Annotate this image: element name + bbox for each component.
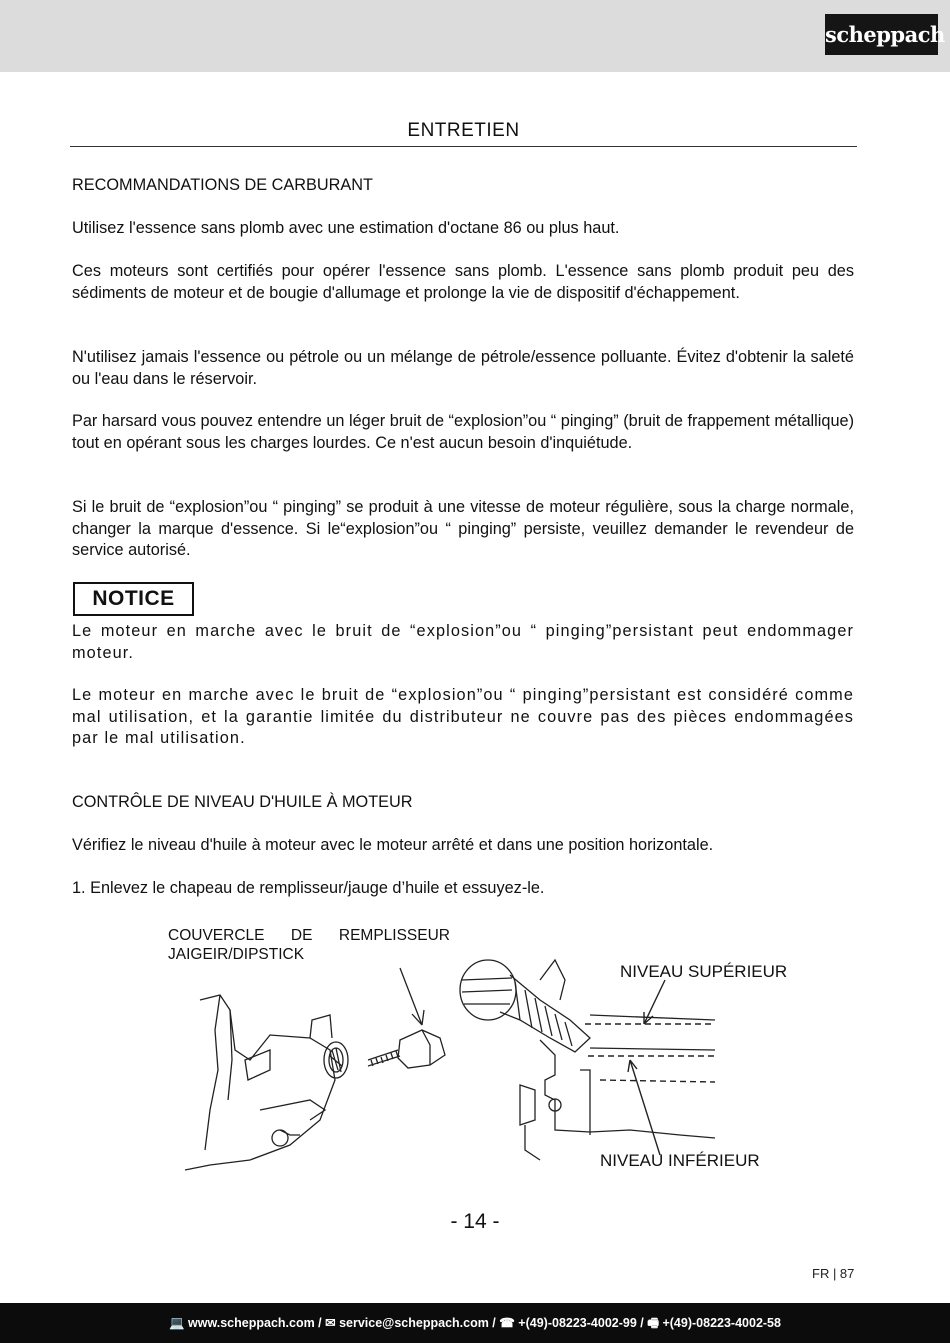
paragraph: Si le bruit de “explosion”ou “ pinging” se produit à une vitesse de moteur régulière, sous la charge normale, changer la marque d'essence. Si le“explosion”ou “ pinging” persiste, veuillez demander le revendeur de service autorisé.	[72, 498, 854, 559]
paragraph: N'utilisez jamais l'essence ou pétrole ou un mélange de pétrole/essence polluante. Évitez d'obtenir la saleté ou l'eau dans le réservoir.	[72, 348, 854, 388]
notice-paragraph: Le moteur en marche avec le bruit de “explosion”ou “ pinging”persistant est considéré comme mal utilisation, et la garantie limitée du distributeur ne couvre pas des pièces endommagées par le mal utilisation.	[72, 686, 854, 747]
engine-drawing	[160, 920, 800, 1185]
notice-paragraph: Le moteur en marche avec le bruit de “explosion”ou “ pinging”persistant peut endommager moteur.	[72, 622, 854, 662]
notice-label: NOTICE	[73, 582, 194, 616]
step-1: 1. Enlevez le chapeau de remplisseur/jauge d’huile et essuyez-le.	[72, 879, 545, 897]
paragraph: Par harsard vous pouvez entendre un léger bruit de “explosion”ou “ pinging” (bruit de frappement métallique) tout en opérant sous les charges lourdes. Ce n'est aucun besoin d'inquiétude.	[72, 412, 854, 452]
oil-dipstick-illustration	[160, 920, 800, 1185]
lower-level-label: NIVEAU INFÉRIEUR	[600, 1151, 760, 1170]
language-page-indicator: FR | 87	[812, 1266, 855, 1281]
scheppach-logo: scheppach	[825, 14, 938, 55]
header-bar	[0, 0, 950, 72]
paragraph: Utilisez l'essence sans plomb avec une estimation d'octane 86 ou plus haut.	[72, 219, 620, 237]
upper-level-label: NIVEAU SUPÉRIEUR	[620, 962, 788, 981]
footer-contact-bar: 💻 www.scheppach.com / ✉ service@scheppach.com / ☎ +(49)-08223-4002-99 / 🖷 +(49)-08223-4002-58	[0, 1303, 950, 1343]
title-divider	[70, 146, 857, 147]
paragraph: Vérifiez le niveau d'huile à moteur avec le moteur arrêté et dans une position horizontale.	[72, 836, 714, 854]
page-title: ENTRETIEN	[407, 120, 520, 141]
section-heading-oil: CONTRÔLE DE NIVEAU D'HUILE À MOTEUR	[72, 793, 413, 811]
page-number: - 14 -	[450, 1210, 500, 1233]
section-heading-fuel: RECOMMANDATIONS DE CARBURANT	[72, 176, 373, 194]
dipstick-cap-label: COUVERCLE DE REMPLISSEUR JAIGEIR/DIPSTICK	[168, 927, 450, 963]
paragraph: Ces moteurs sont certifiés pour opérer l'essence sans plomb. L'essence sans plomb produit peu des sédiments de moteur et de bougie d'allumage et prolonge la vie de dispositif d'échappement.	[72, 262, 854, 302]
